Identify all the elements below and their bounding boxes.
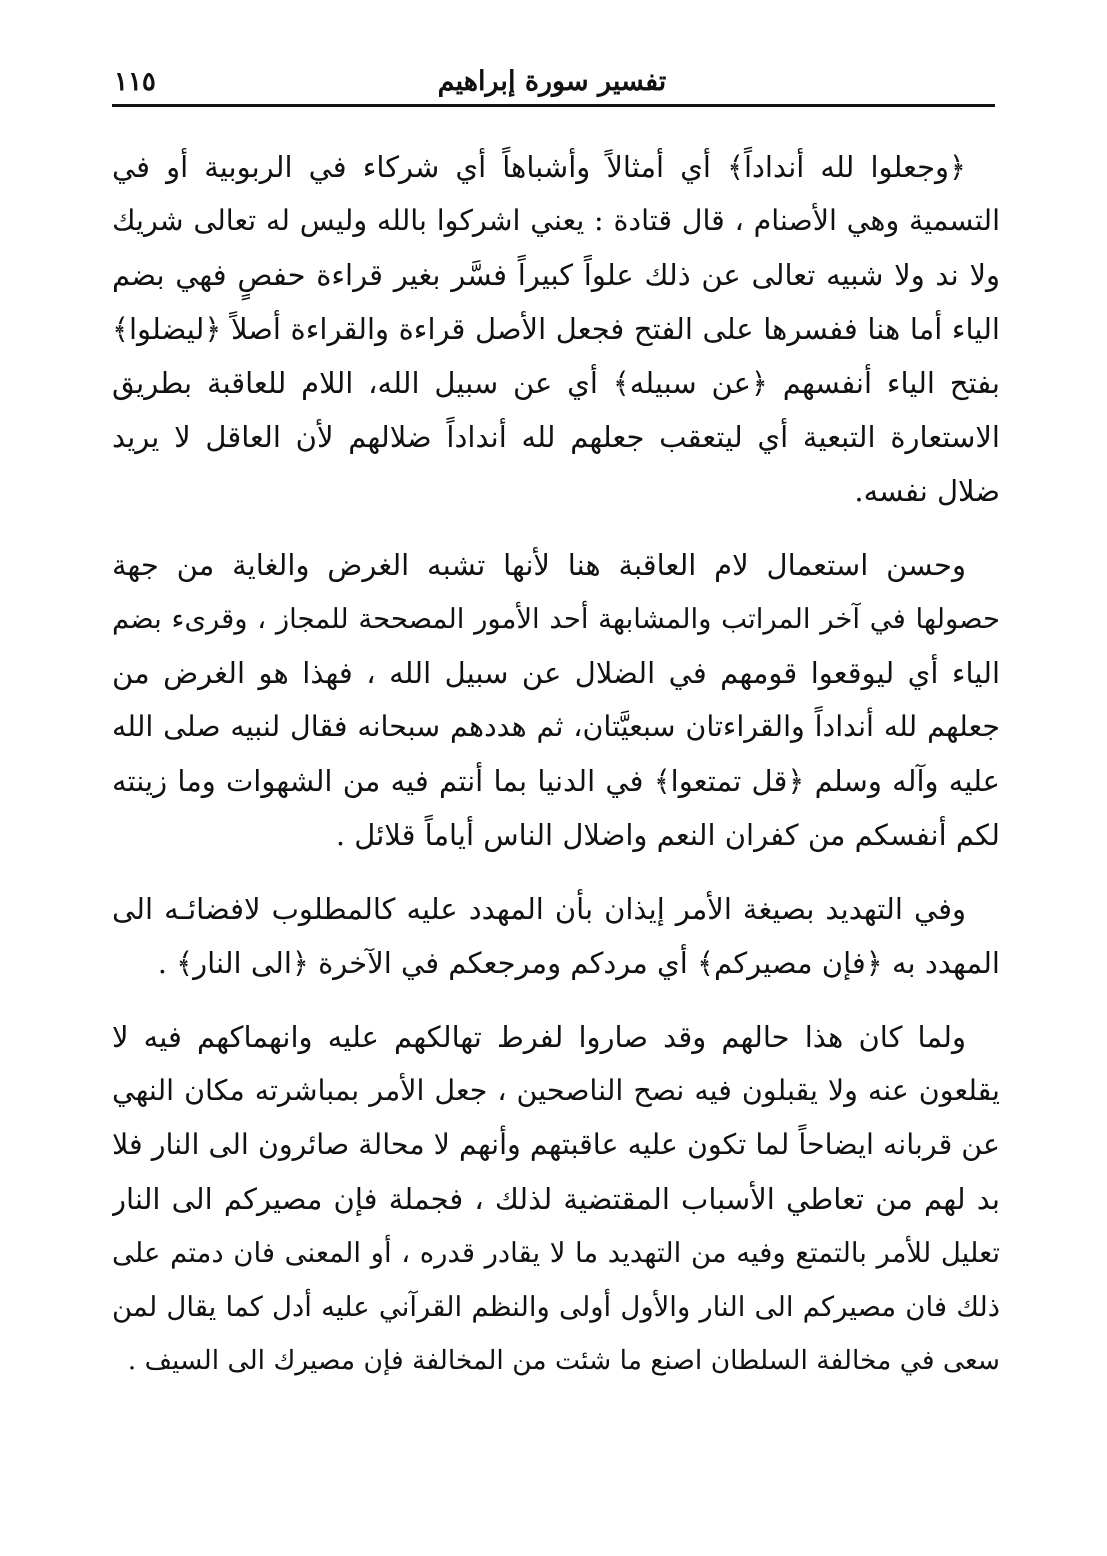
text-line: ذلك فان مصيركم الى النار والأول أولى والنظم القرآني عليه أدل كما يقال لمن [112, 1291, 1000, 1323]
header-rule [112, 104, 995, 107]
text-line: الاستعارة التبعية أي ليتعقب جعلهم لله أنداداً ضلالهم لأن العاقل لا يريد [112, 420, 1000, 454]
text-line: وحسن استعمال لام العاقبة هنا لأنها تشبه الغرض والغاية من جهة [112, 548, 966, 582]
text-line: ضلال نفسه. [854, 474, 1000, 508]
text-line: عليه وآله وسلم ﴿قل تمتعوا﴾ في الدنيا بما أنتم فيه من الشهوات وما زينته [112, 764, 1000, 798]
text-line: ولما كان هذا حالهم وقد صاروا لفرط تهالكهم عليه وانهماكهم فيه لا [112, 1020, 966, 1054]
text-line: جعلهم لله أنداداً والقراءتان سبعيَّتان، ثم هددهم سبحانه فقال لنبيه صلى الله [112, 710, 1000, 743]
text-line: ﴿وجعلوا لله أنداداً﴾ أي أمثالاً وأشباهاً أي شركاء في الربوبية أو في [112, 150, 966, 184]
text-line: عن قربانه ايضاحاً لما تكون عليه عاقبتهم وأنهم لا محالة صائرون الى النار فلا [112, 1128, 1000, 1161]
text-line: يقلعون عنه ولا يقبلون فيه نصح الناصحين ، جعل الأمر بمباشرته مكان النهي [112, 1074, 1000, 1107]
text-line: وفي التهديد بصيغة الأمر إيذان بأن المهدد عليه كالمطلوب لافضائـه الى [112, 892, 966, 926]
text-line: المهدد به ﴿فإن مصيركم﴾ أي مردكم ومرجعكم في الآخرة ﴿الى النار﴾ . [157, 946, 1000, 980]
text-line: ولا ند ولا شبيه تعالى عن ذلك علواً كبيراً فسَّر بغير قراءة حفصٍ فهي بضم [112, 258, 1000, 292]
page-title: تفسير سورة إبراهيم [437, 66, 667, 97]
text-line: بفتح الياء أنفسهم ﴿عن سبيله﴾ أي عن سبيل الله، اللام للعاقبة بطريق [112, 366, 1000, 400]
text-line: حصولها في آخر المراتب والمشابهة أحد الأمور المصححة للمجاز ، وقرىء بضم [112, 603, 1000, 635]
paragraph-3 [112, 882, 1000, 990]
page-number: ١١٥ [114, 67, 156, 97]
text-line: تعليل للأمر بالتمتع وفيه من التهديد ما لا يقادر قدره ، أو المعنى فان دمتم على [112, 1237, 1000, 1269]
paragraph-4 [112, 1010, 1000, 1388]
text-line: سعى في مخالفة السلطان اصنع ما شئت من المخالفة فإن مصيرك الى السيف . [127, 1345, 1000, 1376]
body-text [112, 140, 1000, 1408]
text-line: لكم أنفسكم من كفران النعم واضلال الناس أياماً قلائل . [335, 818, 1000, 852]
text-line: بد لهم من تعاطي الأسباب المقتضية لذلك ، فجملة فإن مصيركم الى النار [112, 1182, 1000, 1216]
text-line: الياء أي ليوقعوا قومهم في الضلال عن سبيل الله ، فهذا هو الغرض من [112, 656, 1000, 690]
running-head [112, 62, 992, 106]
paragraph-1 [112, 140, 1000, 518]
text-line: الياء أما هنا ففسرها على الفتح فجعل الأصل قراءة والقراءة أصلاً ﴿ليضلوا﴾ [112, 312, 1000, 346]
text-line: التسمية وهي الأصنام ، قال قتادة : يعني اشركوا بالله وليس له تعالى شريك [112, 204, 1000, 237]
paragraph-2 [112, 538, 1000, 862]
